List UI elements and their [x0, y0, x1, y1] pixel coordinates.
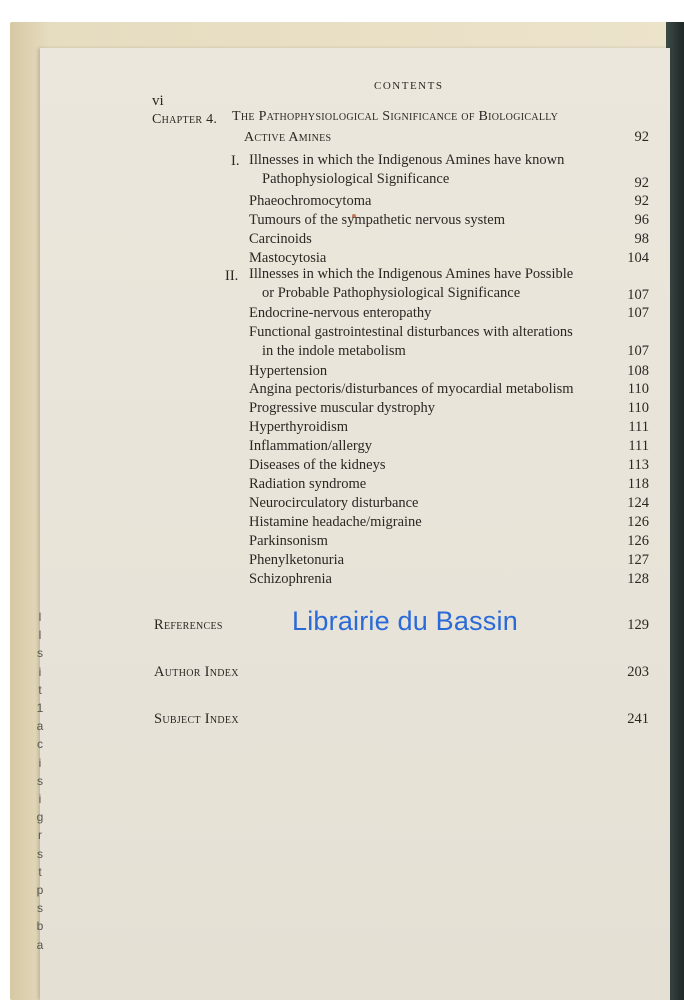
section-2-heading-line2: or Probable Pathophysiological Significance — [262, 285, 521, 301]
section-2-page: 107 — [627, 287, 649, 303]
adjacent-page-letter: s — [37, 846, 43, 861]
toc-entry-label: Endocrine-nervous enteropathy — [249, 305, 432, 321]
section-1-numeral: I. — [231, 153, 240, 169]
toc-entry-label: Radiation syndrome — [249, 476, 367, 492]
adjacent-page-letter: i — [38, 792, 42, 807]
watermark-text: Librairie du Bassin — [292, 606, 518, 636]
adjacent-page-letter: p — [36, 883, 44, 898]
adjacent-page-letter: b — [36, 919, 44, 934]
adjacent-page-letter: l — [38, 628, 42, 643]
toc-entry-label: Subject Index — [154, 711, 239, 727]
toc-entry-page: 98 — [634, 231, 649, 247]
toc-entry-label: Carcinoids — [249, 231, 312, 247]
toc-entry-page: 92 — [634, 193, 649, 209]
adjacent-page-letter: i — [38, 664, 42, 679]
toc-entry-label: Neurocirculatory disturbance — [249, 495, 419, 511]
adjacent-page-letter: s — [37, 901, 43, 916]
section-1-heading-line1: Illnesses in which the Indigenous Amines have known — [249, 152, 565, 168]
adjacent-page-letter: s — [37, 773, 43, 788]
toc-entry-label: Diseases of the kidneys — [249, 457, 386, 473]
chapter-label: Chapter 4. — [152, 112, 218, 127]
toc-entry-label: Inflammation/allergy — [249, 438, 372, 454]
adjacent-page-letter: 1 — [36, 701, 44, 716]
toc-entry-label: Schizophrenia — [249, 571, 332, 587]
section-1-heading-line2: Pathophysiological Significance — [262, 171, 450, 187]
toc-entry-page: 113 — [627, 457, 649, 473]
toc-entry-page: 110 — [627, 400, 649, 416]
toc-entry-page: 107 — [627, 343, 649, 359]
toc-entry-label: in the indole metabolism — [262, 343, 406, 359]
toc-entry-page: 108 — [627, 363, 649, 379]
adjacent-page-letter: c — [37, 737, 43, 752]
toc-entry-label: Parkinsonism — [249, 533, 328, 549]
toc-entry-page: 126 — [627, 533, 649, 549]
toc-entry-page: 110 — [627, 381, 649, 397]
adjacent-page-letter: t — [38, 682, 42, 697]
adjacent-page-letter: g — [36, 810, 44, 825]
toc-entry-label: Tumours of the sympathetic nervous system — [249, 212, 506, 228]
toc-entry-label: Mastocytosia — [249, 250, 327, 266]
toc-entry-label: Histamine headache/migraine — [249, 514, 422, 530]
toc-entry-label: References — [154, 617, 223, 633]
adjacent-page-letter: a — [36, 719, 44, 734]
toc-entry-label: Functional gastrointestinal disturbances with alterations — [249, 324, 573, 340]
toc-entry-label: Hypertension — [249, 363, 328, 379]
section-2-heading-line1: Illnesses in which the Indigenous Amines have Possible — [249, 266, 574, 282]
section-2-numeral: II. — [225, 268, 239, 284]
section-1-page: 92 — [634, 175, 649, 191]
toc-entry-label: Progressive muscular dystrophy — [249, 400, 436, 416]
adjacent-page-letter: r — [38, 828, 42, 843]
adjacent-page-letter: s — [37, 646, 43, 661]
toc-entry-label: Hyperthyroidism — [249, 419, 349, 435]
toc-entry-page: 124 — [627, 495, 649, 511]
toc-entry-label: Angina pectoris/disturbances of myocardial metabolism — [249, 381, 574, 397]
chapter-page: 92 — [634, 129, 649, 145]
toc-entry-page: 129 — [627, 617, 649, 633]
toc-entry-label: Phaeochromocytoma — [249, 193, 372, 209]
toc-entry-page: 111 — [628, 438, 649, 454]
toc-entry-label: Phenylketonuria — [249, 552, 345, 568]
toc-entry-page: 118 — [627, 476, 649, 492]
toc-entry-page: 241 — [627, 711, 649, 727]
toc-entry-page: 127 — [627, 552, 649, 568]
chapter-title-line2: Active Amines — [244, 130, 332, 145]
toc-entry-page: 107 — [627, 305, 649, 321]
adjacent-page-letter: i — [38, 755, 42, 770]
running-head: CONTENTS — [374, 80, 444, 92]
chapter-title-line1: The Pathophysiological Significance of Biologically — [232, 109, 559, 124]
toc-entry-page: 128 — [627, 571, 649, 587]
adjacent-page-letter: a — [36, 937, 44, 952]
page-number: vi — [152, 93, 164, 109]
adjacent-page-letter: l — [38, 610, 42, 624]
toc-entry-page: 111 — [628, 419, 649, 435]
toc-entry-label: Author Index — [154, 664, 239, 680]
adjacent-page-letter: t — [38, 864, 42, 879]
toc-entry-page: 203 — [627, 664, 649, 680]
toc-entry-page: 126 — [627, 514, 649, 530]
toc-entry-page: 104 — [627, 250, 649, 266]
toc-entry-page: 96 — [634, 212, 649, 228]
